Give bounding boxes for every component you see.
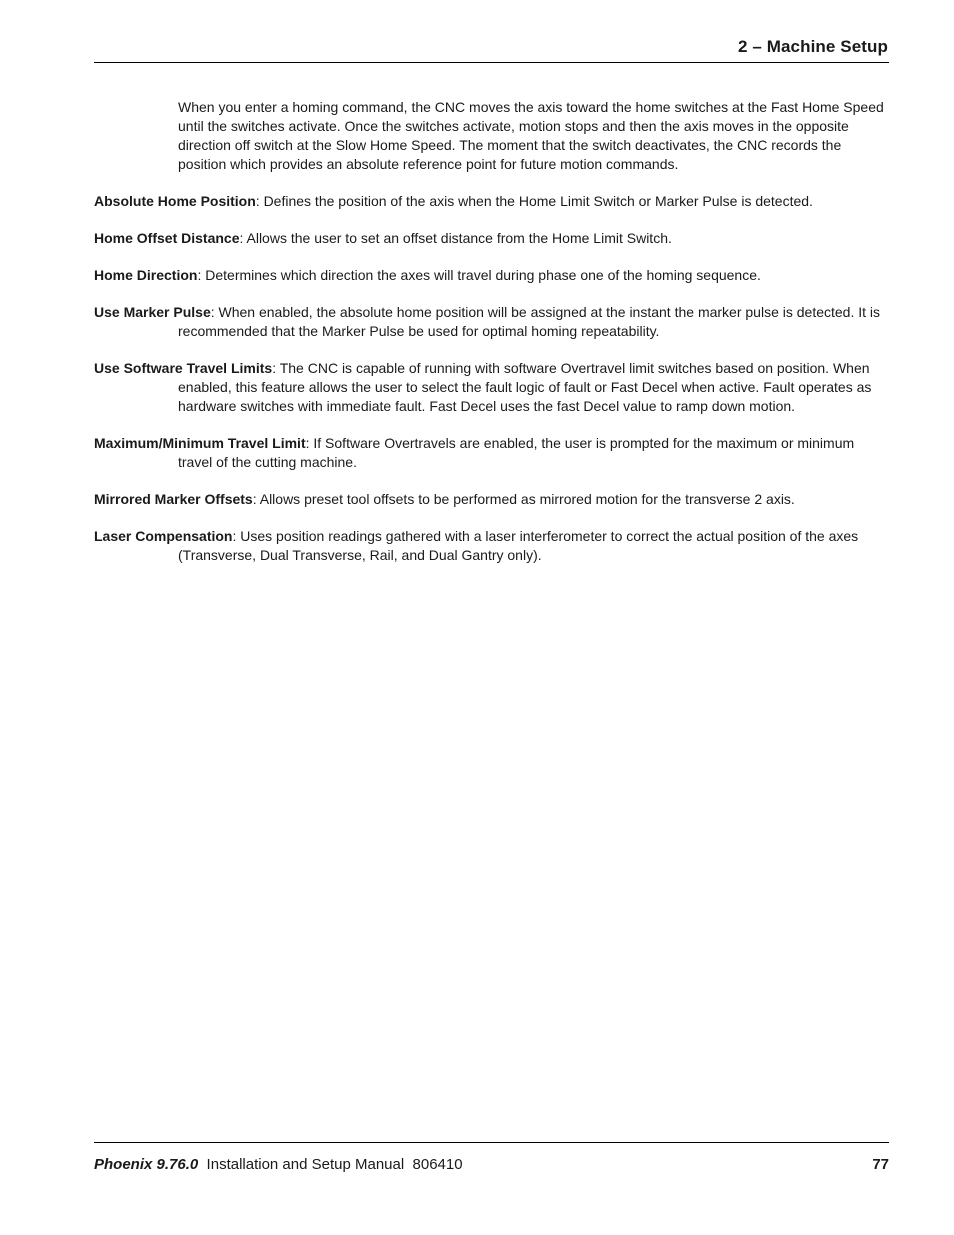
footer-divider — [94, 1142, 889, 1143]
term-name: Use Software Travel Limits — [94, 360, 273, 376]
term-use-marker-pulse — [94, 303, 889, 341]
term-definition: : Allows the user to set an offset distance from the Home Limit Switch. — [239, 230, 672, 246]
term-max-min-travel-limit — [94, 434, 889, 472]
term-name: Maximum/Minimum Travel Limit — [94, 435, 306, 451]
footer-manual-title: Installation and Setup Manual 806410 — [198, 1156, 463, 1173]
term-definition: : The CNC is capable of running with software Overtravel limit switches based on position. When enabled, this feature allows the user to select the fault logic of fault or Fast Decel when active. Fault operates as hardware switches with immediate fault. Fast Decel uses the fast Decel value to ramp down motion. — [178, 360, 872, 414]
term-definition: : When enabled, the absolute home position will be assigned at the instant the marker pulse is detected. It is recommended that the Marker Pulse be used for optimal homing repeatability. — [178, 304, 881, 339]
term-home-direction — [94, 266, 889, 285]
header-divider — [94, 62, 889, 63]
term-name: Home Offset Distance — [94, 230, 240, 246]
page-body — [94, 98, 889, 583]
term-definition: : Allows preset tool offsets to be performed as mirrored motion for the transverse 2 axis. — [252, 491, 795, 507]
page-footer — [94, 1156, 889, 1173]
term-definition: : Uses position readings gathered with a laser interferometer to correct the actual position of the axes (Transverse, Dual Transverse, Rail, and Dual Gantry only). — [178, 528, 859, 563]
intro-paragraph: When you enter a homing command, the CNC moves the axis toward the home switches at the Fast Home Speed until the switches activate. Once the switches activate, motion stops and then the axis moves in the opposite direction off switch at the Slow Home Speed. The moment that the switch deactivates, the CNC records the position which provides an absolute reference point for future motion commands. — [178, 99, 884, 172]
term-definition: : Defines the position of the axis when the Home Limit Switch or Marker Pulse is detected. — [255, 193, 813, 209]
footer-product-name: Phoenix 9.76.0 — [94, 1156, 199, 1173]
term-home-offset-distance — [94, 229, 889, 248]
term-use-software-travel-limits — [94, 359, 889, 416]
term-mirrored-marker-offsets — [94, 490, 889, 509]
term-name: Mirrored Marker Offsets — [94, 491, 253, 507]
term-laser-compensation — [94, 527, 889, 565]
term-absolute-home-position — [94, 192, 889, 211]
term-name: Absolute Home Position — [94, 193, 256, 209]
term-name: Home Direction — [94, 267, 198, 283]
page-header-title: 2 – Machine Setup — [737, 37, 888, 56]
page-number: 77 — [872, 1156, 889, 1173]
term-definition: : Determines which direction the axes will travel during phase one of the homing sequence. — [197, 267, 761, 283]
term-name: Laser Compensation — [94, 528, 233, 544]
term-name: Use Marker Pulse — [94, 304, 211, 320]
term-definition: : If Software Overtravels are enabled, the user is prompted for the maximum or minimum travel of the cutting machine. — [178, 435, 855, 470]
